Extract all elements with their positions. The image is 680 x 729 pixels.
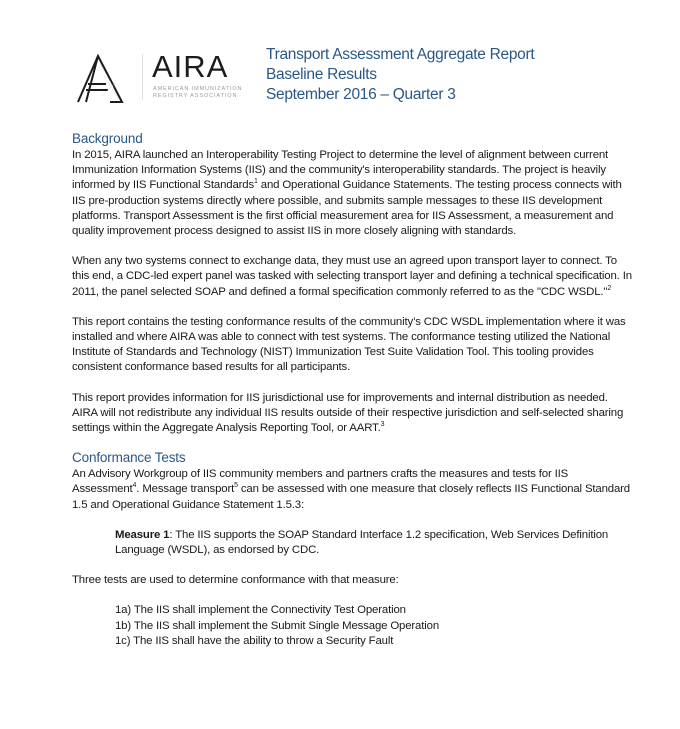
background-paragraph-4 [72,391,632,437]
footnote-ref: 2 [607,284,612,292]
text: . Message transport [136,483,235,496]
test-item: 1b) The IIS shall implement the Submit Single Message Operation [115,619,440,632]
aira-logo [74,48,254,108]
footnote-ref: 1 [254,178,258,186]
measure-label: Measure 1 [115,528,170,541]
logo-subtitle-line2: REGISTRY ASSOCIATION [153,93,238,99]
tests-list [72,603,632,649]
conformance-heading: Conformance Tests [72,450,186,466]
text: can be assessed with one measure that closely reflects IIS Functional Standard 1.5 and Operational Guidance Statement 1.5.3: [72,483,630,511]
test-item: 1c) The IIS shall have the ability to throw a Security Fault [115,634,394,647]
text: An Advisory Workgroup of IIS community members and partners crafts the measures and tests for IIS Assessment [72,468,569,496]
conformance-paragraph-2: Three tests are used to determine conformance with that measure: [72,574,399,587]
measure-1 [72,528,632,558]
logo-wordmark: AIRA [152,49,229,84]
footnote-ref: 4 [132,482,137,490]
title-line-2: Baseline Results [266,66,377,83]
text: When any two systems connect to exchange data, they must use an agreed upon transport layer to connect. To this end, a CDC-led expert panel was tasked with selecting transport layer and defining a technical specification. In 2011, the panel selected SOAP and defined a formal specification commonly referred to as the "CDC WSDL." [72,255,632,298]
title-line-3: September 2016 – Quarter 3 [266,86,456,103]
title-line-1: Transport Assessment Aggregate Report [266,46,535,63]
text: This report provides information for IIS jurisdictional use for improvements and internal distribution as needed. AIRA will not redistribute any individual IIS results outside of their respective jurisdiction and self-selected sharing settings within the Aggregate Analysis Reporting Tool, or AART. [72,391,624,435]
footnote-ref: 3 [380,421,385,429]
background-paragraph-3: This report contains the testing conformance results of the community’s CDC WSDL implementation where it was installed and where AIRA was able to connect with test systems. The conformance testing utilized the National Institute of Standards and Technology (NIST) Immunization Test Suite Validation Tool. This tooling provides consistent conformance based results for all participants. [72,315,626,374]
background-paragraph-1 [72,148,632,239]
background-paragraph-2 [72,254,632,300]
text: and Operational Guidance Statements. The testing process connects with IIS pre-production systems directly where possible, and submits sample messages to these IIS development platforms. Transport Assessment is the first official measurement area for IIS Assessment, a measurement and quality improvement process designed to assist IIS in more closely aligning with standards. [72,179,622,238]
background-heading: Background [72,131,143,146]
measure-text: : The IIS supports the SOAP Standard Interface 1.2 specification, Web Services Definition Language (WSDL), as endorsed by CDC. [115,528,609,557]
test-item: 1a) The IIS shall implement the Connectivity Test Operation [115,604,406,617]
logo-subtitle [153,86,242,100]
logo-subtitle-line1: AMERICAN IMMUNIZATION [153,86,243,92]
document-body [72,130,632,649]
aira-triangle-logo-icon [74,48,130,104]
logo-divider [142,54,143,100]
footnote-ref: 5 [234,482,238,490]
text: In 2015, AIRA launched an Interoperability Testing Project to determine the level of alignment between current Immunization Information Systems (IIS) and the community's interoperability standards. The project is heavily informed by IIS Functional Standards [72,149,609,192]
report-title [266,45,534,105]
conformance-paragraph-1 [72,467,632,513]
